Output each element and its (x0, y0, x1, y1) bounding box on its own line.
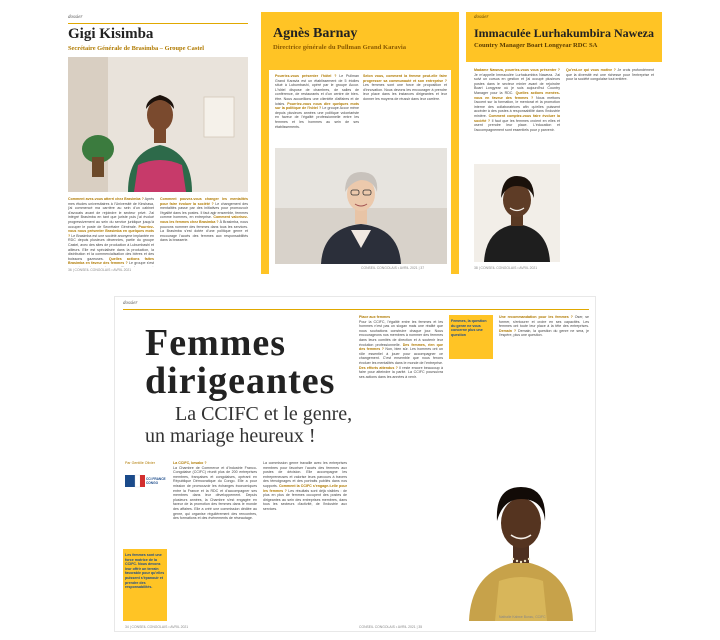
question: La CCIFC, kesako ? (173, 461, 207, 465)
side-quote: Femmes, la question du genre ne vous concerne plus une question (451, 319, 487, 337)
portrait-photo-2 (275, 148, 447, 264)
answer: Les résultats sont déjà visibles : de plus en plus de femmes occupent des postes de dirigeantes au sein des entreprises membres, dans tous les secteurs d'activité, de l'industrie aux services. (263, 488, 347, 511)
yellow-side-band (261, 70, 269, 274)
question: Des femmes, rien que des femmes ? (359, 342, 443, 352)
text-column-right (160, 197, 248, 267)
portrait-photo-1 (68, 57, 248, 192)
text-column-left (275, 74, 359, 144)
yellow-side-band-right (451, 70, 459, 274)
text-column-4 (499, 315, 589, 451)
tag-rule (123, 309, 589, 310)
text-column-1 (173, 461, 257, 623)
subheadline-line-2: un mariage heureux ! (145, 425, 316, 447)
page-footer: 36 | CONSEIL CONGOLAIS • AVRIL 2021 (68, 268, 132, 272)
dossier-tag: dossier (68, 15, 83, 20)
question: Quelles actions faites Brasimba en faveur des femmes ? (68, 256, 154, 266)
question: Pourriez-vous nous dire quelques mots sur la politique de l'hôtel ? (275, 101, 359, 111)
text-column-2 (263, 461, 347, 623)
answer: La Chambre de Commerce et d'Industrie Franco-Congolaise (CCIFC) réunit plus de 200 entreprises membres, françaises et congolaises, opérant en République Démocratique du Congo. Elle a pour mission de promouvoir les échanges économiques entre la France et la RDC et d'accompagner ses membres dans leur développement. (173, 465, 257, 498)
answer: Non, bien sûr. Les hommes ont un rôle essentiel à jouer pour accompagner ce changement. C'est ensemble que nous ferons évoluer les mentalités dans le monde de l'entreprise. (359, 347, 443, 365)
answer: Il faut que les femmes croient en elles et osent prendre leur place. L'éducation et l'accompagnement sont essentiels pour y parvenir. (474, 118, 560, 132)
question: Comment avez-vous atterri chez Brasimba ? (68, 197, 144, 201)
answer: Demain, la question du genre ne sera, je l'espère, plus une question. (499, 328, 589, 338)
question: Qu'est-ce qui vous motive ? (566, 68, 616, 72)
person-name: Agnès Barnay (273, 26, 358, 41)
tag-rule (68, 23, 248, 24)
answer: Le changement des mentalités passe par des initiatives pour promouvoir l'égalité dans les postes. Il faut agir ensemble, femmes comme hommes, en entreprise. (160, 201, 248, 220)
answer: Après mes études universitaires à l'Université de Kinshasa, j'ai commencé ma carrière au sein d'un cabinet d'avocats avant de rejoindre le secteur privé. J'ai intégré Brasimba en tant que juriste puis j'ai évolué progressivement au sein du service juridique jusqu'à occuper le poste de Secrétaire Générale. (68, 197, 154, 229)
person-role: Secrétaire Générale de Brasimba – Groupe Castel (68, 45, 205, 52)
answer: Le groupe s'est (128, 261, 154, 266)
ccifc-logo (125, 473, 165, 489)
question: Pourriez-vous présenter l'hôtel ? (275, 74, 337, 78)
question: Comment pouvez-vous changer les mentalités pour faire évoluer la société ? (160, 197, 248, 206)
answer: Je crois profondément que la diversité est une richesse pour l'entreprise et pour la société congolaise tout entière. (566, 68, 654, 82)
person-name: Gigi Kisimba (68, 26, 154, 42)
pull-quote: Les femmes sont une force motrice de la CCIFC. Nous devons leur offrir un terrain favorable pour qu'elles puissent s'épanouir et prendre des responsabilités. (125, 553, 165, 590)
question: Place aux femmes (359, 315, 391, 319)
question: Une recommandation pour les femmes ? (499, 315, 573, 319)
page-immaculee-naweza (466, 12, 662, 274)
question: Pourriez-vous nous présenter Brasimba en quelques mots ? (68, 224, 154, 238)
page-footer-left: 34 | CONSEIL CONGOLAIS • AVRIL 2021 (125, 625, 189, 629)
answer: Je m'appelle Immaculée Lurhakumbira Naweza. J'ai suivi un cursus en gestion et j'ai occupé plusieurs postes dans le secteur minier avant de rejoindre Boart Longyear où je suis aujourd'hui Country Manager pour la RDC. (474, 72, 560, 95)
subheadline-line-1: La CCIFC et le genre, (175, 403, 353, 425)
page-footer: 38 | CONSEIL CONGOLAIS • AVRIL 2021 (474, 266, 538, 270)
question: Comment la CCIFC s'engage-t-elle pour les femmes ? (263, 483, 347, 493)
question: Selon vous, comment la femme peut-elle faire progresser sa communauté et son entreprise ? (363, 74, 447, 83)
text-column-left (68, 197, 154, 267)
person-role: Directrice générale du Pullman Grand Karavia (273, 44, 407, 51)
ccifc-logo-text: CCI FRANCE CONGO (146, 477, 166, 485)
portrait-photo-4 (451, 451, 591, 621)
byline: Par Gentille Olivier (125, 461, 155, 465)
answer: Oser, se former, s'entourer et croire en ses capacités. Les femmes ont toute leur place à la tête des entreprises. (499, 315, 589, 329)
page-footer: CONSEIL CONGOLAIS • AVRIL 2021 | 37 (361, 266, 425, 270)
answer: Les femmes sont une force de proposition et d'innovation. Nous devons les encourager à prendre leur place dans les instances dirigeantes et leur donner les moyens de réussir dans leur carrière. (363, 83, 447, 101)
answer: Il reste encore beaucoup à faire pour atteindre la parité. La CCIFC poursuivra ses actions dans les années à venir. (359, 365, 443, 379)
answer: Le Brasimba est une société anonyme implantée en RDC depuis plusieurs décennies, partie du groupe Castel, avec des sites de production à Lubumbashi et ailleurs. Elle est spécialisée dans la production, la distribution et la commercialisation des bières et des boissons gazeuses. (68, 233, 154, 261)
dossier-tag: dossier (474, 15, 489, 20)
page-gigi-kisimba (60, 12, 256, 274)
page-agnes-barnay (261, 12, 459, 274)
question: Comment comptez-vous faire évoluer la société ? (474, 113, 560, 123)
text-column-right (363, 74, 447, 144)
answer: Depuis plusieurs années, la Chambre s'est engagée en faveur de la promotion des femmes dans le monde des affaires. Elle a créé une commission dédiée au genre, qui organise régulièrement des rencontres, des formations et des événements de réseautage. (173, 493, 257, 521)
photo-caption: Nathalie Kabwe Bunzu, CCIFC (499, 615, 546, 619)
question: Quelles actions menées-vous en faveur des femmes ? (474, 90, 560, 100)
answer: Pour la CCIFC, l'égalité entre les femmes et les hommes n'est pas un slogan mais une réalité que nous souhaitons construire chaque jour. Nous encourageons nos membres à nommer des femmes dans leurs comités de direction et à soutenir leur évolution professionnelle. (359, 319, 443, 347)
person-role: Country Manager Boart Longyear RDC SA (474, 42, 598, 49)
answer: Le Pullman Grand Karavia est un établissement de 5 étoiles situé à Lubumbashi, opéré par le groupe Accor. L'hôtel dispose de chambres, de salles de conférence, de restaurants et d'un centre de bien-être. Nous accueillons une clientèle d'affaires et de loisirs. (275, 74, 359, 106)
answer: Nous mettons l'accent sur la formation, le mentorat et la promotion interne des collaboratrices afin qu'elles puissent accéder à des postes à responsabilité dans l'industrie minière. (474, 95, 560, 118)
dossier-tag: dossier (123, 301, 138, 306)
page-femmes-dirigeantes (114, 296, 596, 632)
text-column-right (566, 68, 654, 264)
answer: La commission genre travaille avec les entreprises membres pour favoriser l'accès des femmes aux postes de décision. Elle accompagne les entrepreneuses et valorise leurs parcours à travers des témoignages et des portraits publiés dans nos supports. (263, 461, 347, 488)
answer: Le groupe Accor mène depuis plusieurs années une politique volontariste en faveur de l'égalité professionnelle entre les femmes et les hommes au sein de ses établissements. (275, 106, 359, 129)
headline-line-1: Femmes (145, 322, 287, 364)
question: Comment valorisez-vous les femmes chez Brasimba ? (160, 215, 248, 224)
person-name: Immaculée Lurhakumbira Naweza (474, 26, 654, 40)
page-footer-right: CONSEIL CONGOLAIS • AVRIL 2021 | 35 (359, 625, 423, 629)
answer: À Brasimba, nous pouvons nommer des femmes dans tous les services. La Brasimba s'est dotée d'une politique genre et encourage l'accès des femmes aux responsabilités dans la brasserie. (160, 219, 248, 243)
headline-line-2: dirigeantes (145, 360, 336, 402)
text-column-3 (359, 315, 443, 623)
question: Demain ? (499, 328, 517, 333)
question: Madame Naweza, pourriez-vous vous présenter ? (474, 68, 560, 72)
question: Des efforts attendus ? (359, 365, 398, 370)
portrait-photo-3 (474, 164, 560, 262)
